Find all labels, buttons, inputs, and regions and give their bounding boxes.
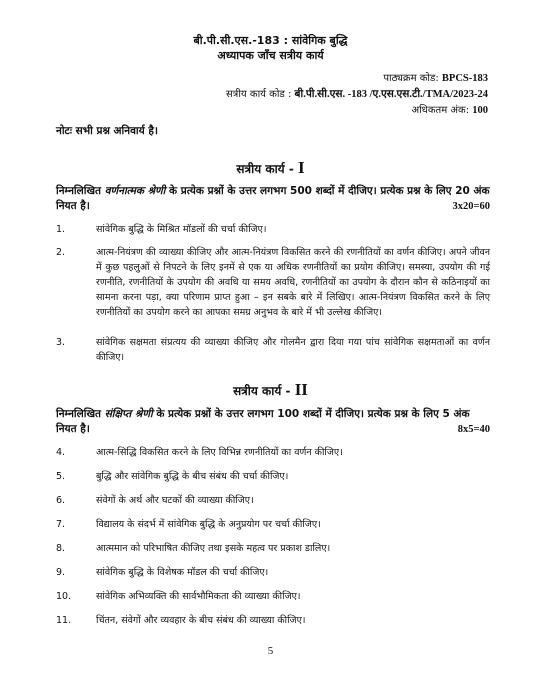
max-marks-line	[411, 102, 488, 116]
instruction-text: के प्रत्येक प्रश्नों के उत्तर लगभग 500 शब्दों में दीजिए। प्रत्येक प्रश्न के लिए 20 अंक नियत है।	[56, 185, 490, 212]
question-item	[56, 541, 490, 556]
question-number: 10.	[56, 591, 72, 602]
question-number: 11.	[56, 615, 72, 626]
instruction-text: के प्रत्येक प्रश्नों के उत्तर लगभग 100 शब्दों में दीजिए। प्रत्येक प्रश्न के लिए 5 अंक नियत है।	[56, 408, 470, 435]
question-text: संवेगों के अर्थ और घटकों की व्याख्या कीजिए।	[96, 495, 254, 506]
question-text: आत्म-सिद्धि विकसित करने के लिए विभिन्न रणनीतियों का वर्णन कीजिए।	[96, 447, 343, 458]
document-subtitle: अध्यापक जाँच सत्रीय कार्य	[217, 49, 324, 62]
question-number: 8.	[56, 543, 66, 554]
question-item	[56, 222, 490, 237]
note: नोटः सभी प्रश्न अनिवार्य है।	[56, 125, 158, 137]
section-marks: 3x20=60	[452, 201, 490, 212]
question-item	[56, 493, 490, 508]
question-text: आत्म-नियंत्रण की व्याख्या कीजिए और आत्म-नियंत्रण विकसित करने की रणनीतियों का वर्णन कीजिए। अपने जीवन में कुछ पहलुओं से निपटने के लिए इनमें से एक या अधिक रणनीतियों का प्रयोग कीजिए। समस्या, उपयोग की गई रणनीति, रणनीतियों के उपयोग की अवधि या समय अवधि, रणनीतियों का उपयोग के दौरान कौन से कठिनाइयों का सामना करना पड़ा, क्या परिणाम प्राप्त हुआ – इन सबके बारे में लिखिए। आत्म-नियंत्रण विकसित करने के लिए रणनीतियों का उपयोग करने का आपका समग्र अनुभव के बारे में भी उल्लेख कीजिए।	[96, 247, 490, 318]
question-item	[56, 245, 490, 320]
section-heading-label: सत्रीय कार्य -	[233, 384, 291, 398]
question-number: 1.	[56, 224, 66, 235]
instruction-text: निम्नलिखित	[56, 408, 105, 420]
question-text: सांवेगिक बुद्धि के विशेषक मॉडल की चर्चा कीजिए।	[96, 567, 269, 578]
question-item	[56, 613, 490, 628]
question-text: सांवेगिक बुद्धि के मिश्रित मॉडलों की चर्चा कीजिए।	[96, 224, 267, 235]
course-code: BPCS-183	[441, 73, 488, 84]
assignment-code: बी.पी.सी.एस. -183 /ए.एस.एस.टी./TMA/2023-24	[294, 89, 488, 100]
section-heading-1	[0, 158, 541, 178]
course-code-line	[383, 70, 488, 84]
question-text: सांवेगिक अभिव्यक्ति की सार्वभौमिकता की व्याख्या कीजिए।	[96, 591, 301, 602]
question-item	[56, 469, 490, 484]
instruction-emphasis: वर्णनात्मक श्रेणी	[104, 185, 166, 197]
question-number: 7.	[56, 519, 66, 530]
section-numeral: I	[298, 158, 305, 177]
question-number: 5.	[56, 471, 66, 482]
question-number: 3.	[56, 337, 66, 348]
max-marks: 100	[472, 105, 488, 116]
question-item	[56, 517, 490, 532]
course-code-label: पाठ्यक्रम कोड:	[383, 73, 439, 84]
section-numeral: II	[294, 380, 308, 399]
page-number: 5	[267, 645, 274, 657]
question-text: बुद्धि और सांवेगिक बुद्धि के बीच संबंध की चर्चा कीजिए।	[96, 471, 289, 482]
question-text: सांवेगिक सक्षमता संप्रत्यय की व्याख्या कीजिए और गोलमैन द्वारा दिया गया पांच सांवेगिक सक्षमताओं का वर्णन कीजिए।	[96, 337, 490, 363]
question-number: 9.	[56, 567, 66, 578]
question-number: 2.	[56, 247, 66, 258]
document-title: बी.पी.सी.एस.-183 : सांवेगिक बुद्धि	[193, 34, 348, 47]
section-instruction-1	[56, 184, 490, 214]
max-marks-label: अधिकतम अंक:	[411, 105, 470, 116]
instruction-text: निम्नलिखित	[56, 185, 105, 197]
question-number: 6.	[56, 495, 66, 506]
section-instruction-2	[56, 407, 490, 437]
assignment-code-label: सत्रीय कार्य कोड :	[226, 89, 292, 100]
question-item	[56, 335, 490, 365]
question-item	[56, 589, 490, 604]
section-heading-label: सत्रीय कार्य -	[236, 162, 294, 176]
question-item	[56, 565, 490, 580]
question-text: विद्यालय के संदर्भ में सांवेगिक बुद्धि के अनुप्रयोग पर चर्चा कीजिए।	[96, 519, 321, 530]
assignment-code-line	[226, 86, 488, 101]
section-marks: 8x5=40	[457, 424, 490, 435]
question-text: आत्ममान को परिभाषित कीजिए तथा इसके महत्व पर प्रकाश डालिए।	[96, 543, 331, 554]
question-text: चिंतन, संवेगों और व्यवहार के बीच संबंध की व्याख्या कीजिए।	[96, 615, 306, 626]
instruction-emphasis: संक्षिप्त श्रेणी	[104, 408, 153, 420]
section-heading-2	[0, 380, 541, 400]
question-item	[56, 445, 490, 460]
question-number: 4.	[56, 447, 66, 458]
